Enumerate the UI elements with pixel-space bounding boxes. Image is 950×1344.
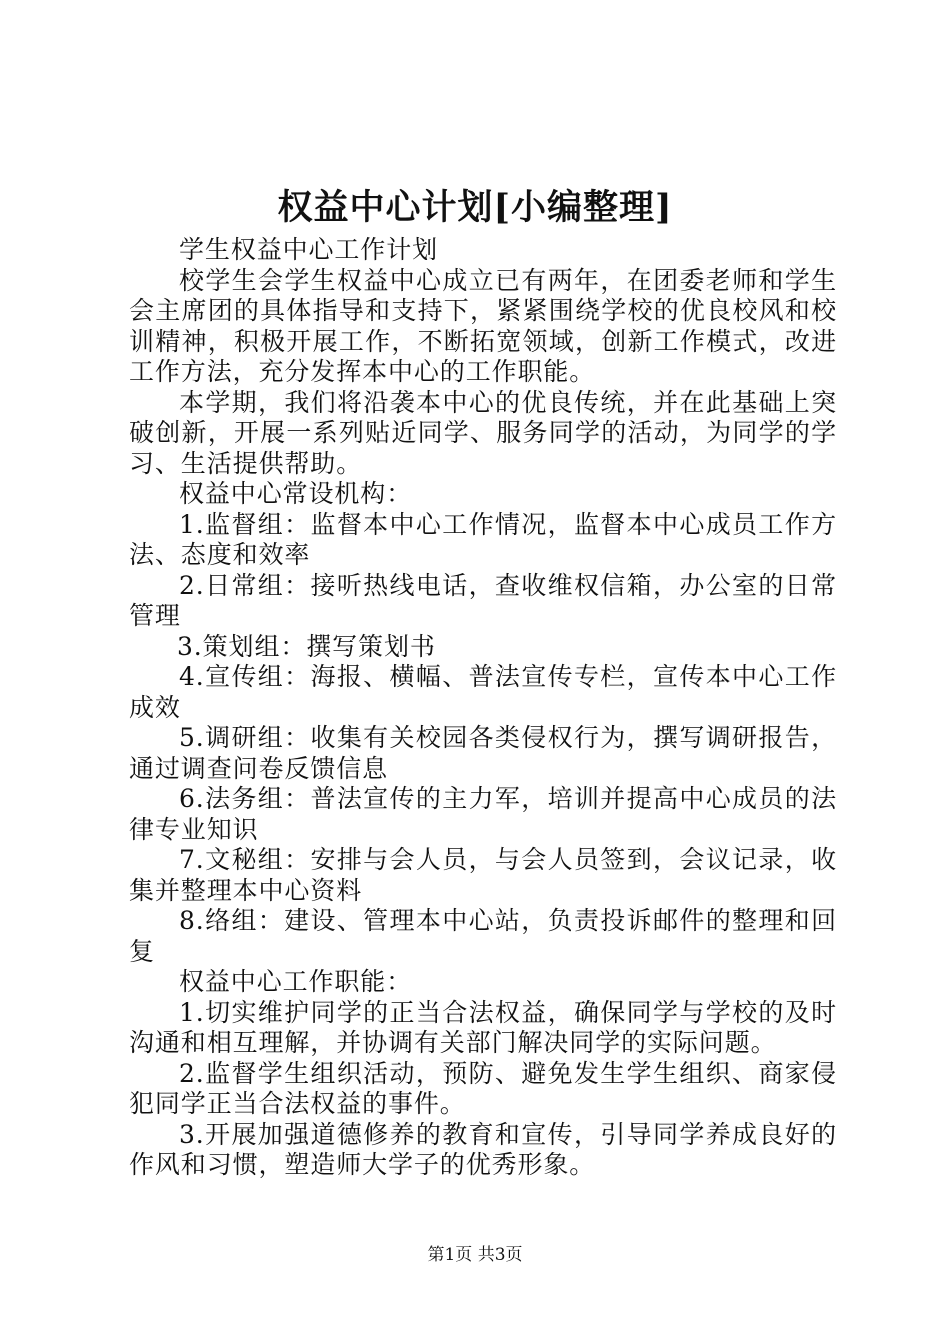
list-item-supervision-group: 1.监督组：监督本中心工作情况，监督本中心成员工作方法、态度和效率 <box>129 509 837 569</box>
list-item-secretary-group: 7.文秘组：安排与会人员，与会人员签到，会议记录，收集并整理本中心资料 <box>129 845 837 905</box>
paragraph-semester: 本学期，我们将沿袭本中心的优良传统，并在此基础上突破创新，开展一系列贴近同学、服务同学的活动，为同学的学习、生活提供帮助。 <box>129 387 837 478</box>
list-item-function-education: 3.开展加强道德修养的教育和宣传，引导同学养成良好的作风和习惯，塑造师大学子的优秀形象。 <box>129 1119 837 1179</box>
page-number-footer: 第1页 共3页 <box>427 1245 523 1265</box>
section-heading-plan: 学生权益中心工作计划 <box>179 235 439 264</box>
list-item-research-group: 5.调研组：收集有关校园各类侵权行为，撰写调研报告，通过调查问卷反馈信息 <box>129 723 837 783</box>
list-item-publicity-group: 4.宣传组：海报、横幅、普法宣传专栏，宣传本中心工作成效 <box>129 662 837 722</box>
section-heading-functions: 权益中心工作职能： <box>179 967 413 996</box>
list-item-planning-group: 3.策划组：撰写策划书 <box>177 631 436 661</box>
section-heading-organization: 权益中心常设机构： <box>179 479 413 508</box>
document-body <box>129 235 837 1181</box>
list-item-function-rights: 1.切实维护同学的正当合法权益，确保同学与学校的及时沟通和相互理解，并协调有关部门解决同学的实际问题。 <box>129 997 837 1057</box>
list-item-daily-group: 2.日常组：接听热线电话，查收维权信箱，办公室的日常管理 <box>129 570 837 630</box>
list-item-function-supervision: 2.监督学生组织活动，预防、避免发生学生组织、商家侵犯同学正当合法权益的事件。 <box>129 1058 837 1118</box>
list-item-legal-group: 6.法务组：普法宣传的主力军，培训并提高中心成员的法律专业知识 <box>129 784 837 844</box>
paragraph-intro: 校学生会学生权益中心成立已有两年，在团委老师和学生会主席团的具体指导和支持下，紧紧围绕学校的优良校风和校训精神，积极开展工作，不断拓宽领域，创新工作模式，改进工作方法，充分发挥本中心的工作职能。 <box>129 265 837 386</box>
document-title: 权益中心计划[小编整理] <box>277 187 673 228</box>
list-item-network-group: 8.络组：建设、管理本中心站，负责投诉邮件的整理和回复 <box>129 906 837 966</box>
